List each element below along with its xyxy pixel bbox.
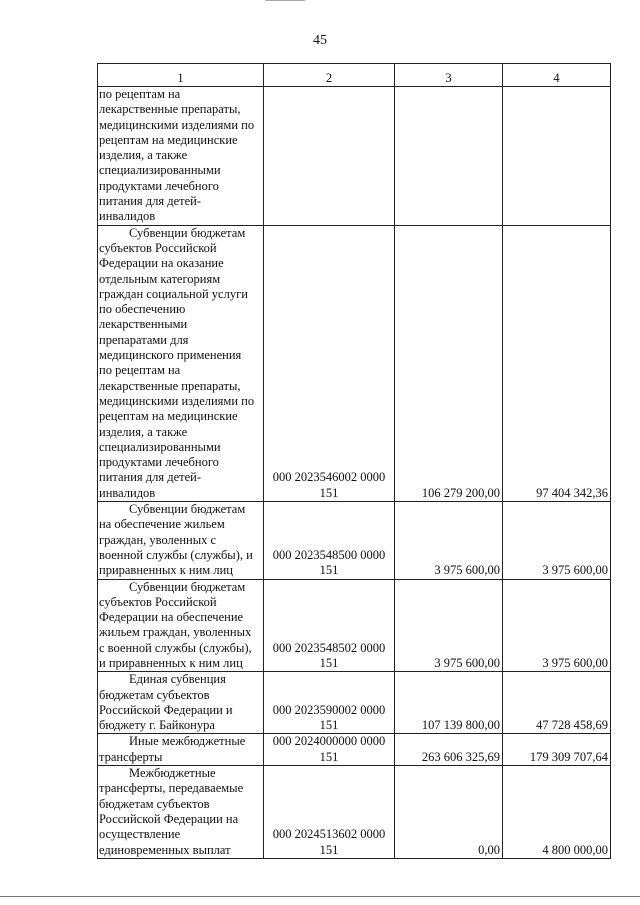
column-header-4: 4 [503, 64, 611, 87]
row-value1-cell: 106 279 200,00 [395, 225, 503, 501]
scan-artifact [265, 0, 305, 4]
row-value1-cell: 107 139 800,00 [395, 672, 503, 734]
row-code-line: 151 [319, 718, 339, 733]
row-name-line: военной службы (службы), и [99, 547, 253, 562]
row-code-line: 151 [319, 842, 339, 857]
row-name-line: по рецептам на [99, 363, 181, 378]
row-name-cell [98, 734, 264, 766]
row-name-line: инвалидов [99, 485, 156, 500]
row-name-line: субъектов Российской [99, 240, 217, 255]
row-name-line: питания для детей- [99, 194, 202, 209]
column-header-2: 2 [264, 64, 395, 87]
row-name-line: по обеспечению [99, 302, 186, 317]
row-name-line: инвалидов [99, 209, 156, 224]
table-row [98, 672, 611, 734]
column-header-1: 1 [98, 64, 264, 87]
row-name-line: бюджетам субъектов [99, 796, 210, 811]
column-header-3: 3 [395, 64, 503, 87]
row-name-line: изделия, а также [99, 424, 188, 439]
row-name-line: Субвенции бюджетам [129, 225, 246, 240]
row-name-cell [98, 672, 264, 734]
table-row [98, 579, 611, 672]
table-row [98, 766, 611, 859]
row-name-cell [98, 225, 264, 501]
table-row [98, 734, 611, 766]
row-name-line: приравненных к ним лиц [99, 563, 233, 578]
row-name-line: трансферты [99, 749, 163, 764]
row-code-cell [264, 87, 395, 226]
row-code-line: 151 [319, 485, 339, 500]
row-value2-cell: 97 404 342,36 [503, 225, 611, 501]
row-name-line: с военной службы (службы), [99, 640, 252, 655]
row-value2-cell: 3 975 600,00 [503, 579, 611, 672]
row-code-cell [264, 672, 395, 734]
row-value2-cell: 47 728 458,69 [503, 672, 611, 734]
row-name-line: на обеспечение жильем [99, 517, 225, 532]
row-name-line: субъектов Российской [99, 594, 217, 609]
row-value2-cell [503, 87, 611, 226]
row-name-line: осуществление [99, 827, 181, 842]
row-name-line: рецептам на медицинские [99, 132, 238, 147]
row-name-line: продуктами лечебного [99, 178, 219, 193]
page-bottom-edge [0, 896, 640, 897]
row-name-line: рецептам на медицинские [99, 409, 238, 424]
row-code-line: 000 2023546002 0000 [272, 470, 386, 485]
row-name-line: питания для детей- [99, 470, 202, 485]
row-code-line: 000 2023548502 0000 [272, 640, 386, 655]
table-row [98, 502, 611, 579]
row-name-line: изделия, а также [99, 148, 188, 163]
row-name-line: медицинскими изделиями по [99, 117, 255, 132]
row-name-line: препаратами для [99, 332, 189, 347]
budget-table [97, 63, 611, 859]
row-name-line: отдельным категориям [99, 271, 221, 286]
row-name-line: Субвенции бюджетам [129, 502, 246, 517]
row-name-cell [98, 579, 264, 672]
row-name-line: бюджету г. Байконура [99, 718, 215, 733]
row-name-line: продуктами лечебного [99, 455, 219, 470]
row-value1-cell: 3 975 600,00 [395, 502, 503, 579]
row-name-line: жильем граждан, уволенных [99, 625, 252, 640]
row-name-line: Российской Федерации и [99, 702, 233, 717]
row-name-line: лекарственные препараты, [99, 102, 241, 117]
row-name-line: граждан социальной услуги [99, 286, 248, 301]
row-name-line: Иные межбюджетные [129, 734, 246, 749]
row-code-line: 000 2024000000 0000 [272, 734, 386, 749]
row-code-cell [264, 734, 395, 766]
row-name-cell [98, 766, 264, 859]
row-code-line: 000 2023590002 0000 [272, 702, 386, 717]
row-name-line: трансферты, передаваемые [99, 781, 244, 796]
row-name-line: Российской Федерации на [99, 811, 239, 826]
row-value1-cell: 0,00 [395, 766, 503, 859]
row-code-line: 000 2024513602 0000 [272, 827, 386, 842]
row-name-line: Субвенции бюджетам [129, 579, 246, 594]
row-code-line: 151 [319, 563, 339, 578]
row-code-cell [264, 225, 395, 501]
row-name-cell [98, 502, 264, 579]
row-name-cell [98, 87, 264, 226]
row-value1-cell: 263 606 325,69 [395, 734, 503, 766]
row-name-line: Единая субвенция [129, 672, 226, 687]
row-name-line: медицинскими изделиями по [99, 393, 255, 408]
row-value2-cell: 179 309 707,64 [503, 734, 611, 766]
header-row [98, 64, 611, 87]
table-row [98, 87, 611, 226]
row-code-cell [264, 502, 395, 579]
row-name-line: граждан, уволенных с [99, 532, 217, 547]
row-name-line: Федерации на обеспечение [99, 610, 244, 625]
row-name-line: специализированными [99, 439, 221, 454]
row-code-line: 151 [319, 749, 339, 764]
row-name-line: специализированными [99, 163, 221, 178]
row-value2-cell: 4 800 000,00 [503, 766, 611, 859]
row-value1-cell [395, 87, 503, 226]
page-number: 45 [313, 33, 327, 48]
row-value2-cell: 3 975 600,00 [503, 502, 611, 579]
row-name-line: единовременных выплат [99, 842, 231, 857]
row-code-cell [264, 579, 395, 672]
row-name-line: Межбюджетные [129, 766, 216, 781]
row-name-line: бюджетам субъектов [99, 687, 210, 702]
row-name-line: по рецептам на [99, 87, 181, 101]
row-name-line: лекарственными [99, 317, 188, 332]
row-value1-cell: 3 975 600,00 [395, 579, 503, 672]
row-code-line: 151 [319, 655, 339, 670]
row-code-cell [264, 766, 395, 859]
table-row [98, 225, 611, 501]
row-name-line: и приравненных к ним лиц [99, 655, 243, 670]
row-name-line: Федерации на оказание [99, 256, 224, 271]
row-name-line: медицинского применения [99, 348, 242, 363]
row-code-line: 000 2023548500 0000 [272, 547, 386, 562]
row-name-line: лекарственные препараты, [99, 378, 241, 393]
